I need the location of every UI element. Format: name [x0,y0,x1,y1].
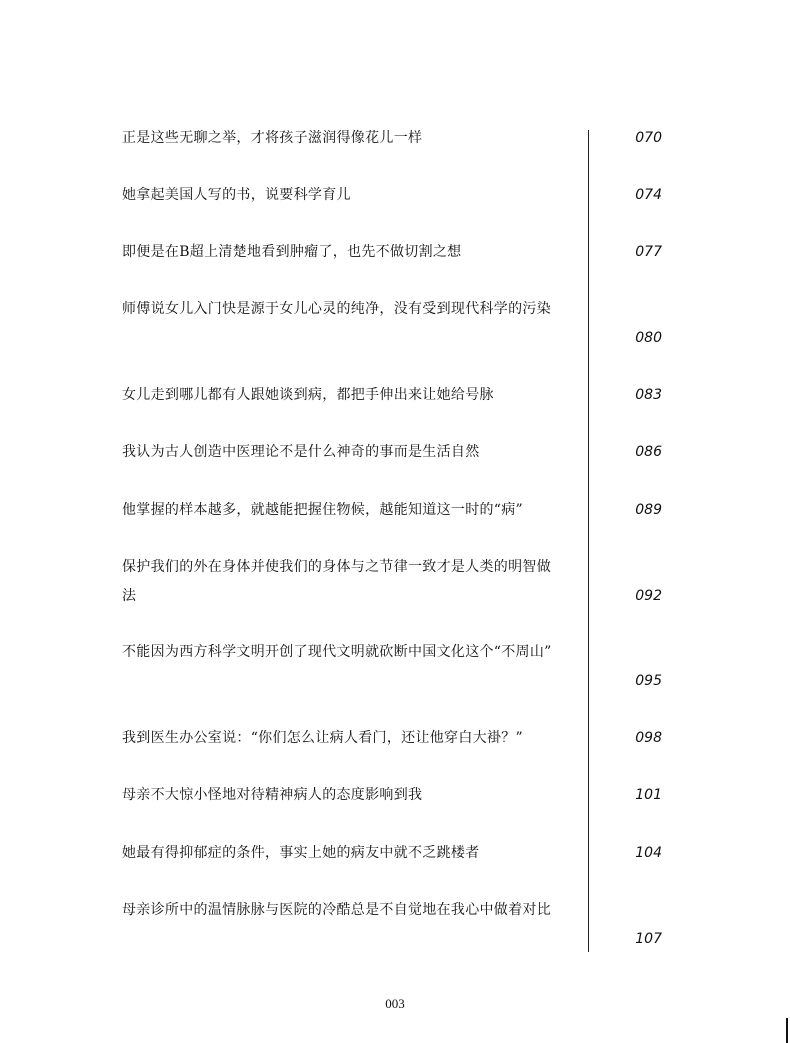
toc-entry-title: 她拿起美国人写的书，说要科学育儿 [122,187,351,203]
toc-entry[interactable] [122,124,662,153]
toc-entry[interactable] [122,896,662,954]
toc-entry[interactable] [122,238,662,267]
toc-entry[interactable] [122,638,662,696]
toc-entry-title: 即便是在B超上清楚地看到肿瘤了，也先不做切割之想 [122,244,462,260]
toc-entry[interactable] [122,839,662,868]
toc-entry-page: 098 [635,730,662,746]
toc-entry-title: 不能因为西方科学文明开创了现代文明就砍断中国文化这个“不周山” [122,644,552,660]
page-edge-mark [786,1018,788,1043]
toc-entry[interactable] [122,496,662,525]
toc-entry[interactable] [122,295,662,353]
toc-entry-title: 母亲不大惊小怪地对待精神病人的态度影响到我 [122,787,423,803]
toc-entry-title: 我认为古人创造中医理论不是什么神奇的事而是生活自然 [122,444,480,460]
toc-entry-page: 070 [635,130,662,146]
toc-entry[interactable] [122,381,662,410]
toc-entry-title: 母亲诊所中的温情脉脉与医院的冷酷总是不自觉地在我心中做着对比 [122,902,551,918]
toc-entry-page: 086 [635,444,662,460]
toc-entry[interactable] [122,781,662,810]
toc-entry-title: 正是这些无聊之举，才将孩子滋润得像花儿一样 [122,130,423,146]
toc-entry-page: 074 [635,187,662,203]
toc-entry-title: 她最有得抑郁症的条件，事实上她的病友中就不乏跳楼者 [122,845,480,861]
toc-entry-title: 女儿走到哪儿都有人跟她谈到病，都把手伸出来让她给号脉 [122,387,494,403]
toc-entry[interactable] [122,181,662,210]
toc-entry-page: 092 [635,588,662,604]
toc-entry-page: 095 [635,673,662,689]
toc-entry-page: 077 [635,244,662,260]
toc-entry-page: 080 [635,330,662,346]
toc-entry-page: 083 [635,387,662,403]
toc-entry-title: 师傅说女儿入门快是源于女儿心灵的纯净，没有受到现代科学的污染 [122,301,551,317]
page-number: 003 [385,996,405,1011]
toc-entry-title: 我到医生办公室说：“你们怎么让病人看门，还让他穿白大褂？” [122,730,524,746]
toc-entry-title: 保护我们的外在身体并使我们的身体与之节律一致才是人类的明智做法 [122,559,551,604]
toc-entry[interactable] [122,553,662,611]
toc-entry-page: 101 [635,787,662,803]
toc-entry-title: 他掌握的样本越多，就越能把握住物候，越能知道这一时的“病” [122,502,524,518]
toc-entry-page: 107 [635,931,662,947]
toc-entry[interactable] [122,724,662,753]
toc-entry[interactable] [122,438,662,467]
toc-entry-page: 104 [635,845,662,861]
toc-entry-page: 089 [635,502,662,518]
